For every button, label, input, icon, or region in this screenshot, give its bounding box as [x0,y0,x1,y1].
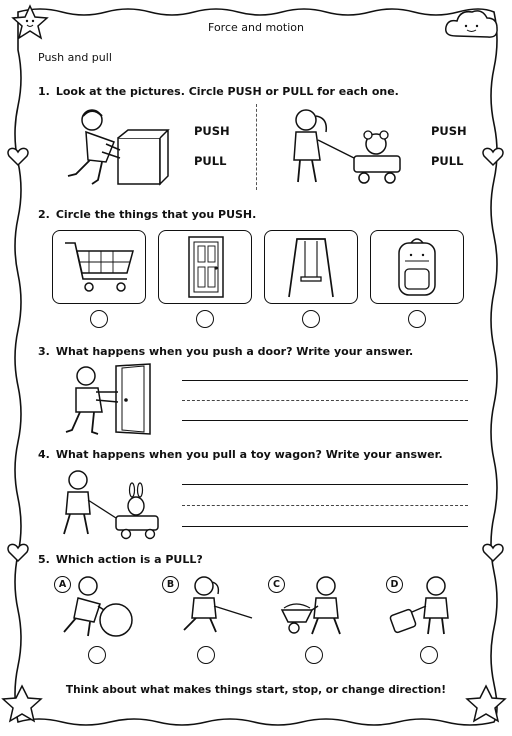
item-box-door[interactable] [158,230,252,304]
answer-line[interactable] [182,484,468,485]
backpack-icon [371,231,463,303]
q1-right-option-pull[interactable]: PULL [431,154,464,168]
question-number: 3. [38,345,50,358]
child-pushing-ball-illustration [58,574,140,640]
question-3 [38,345,413,358]
question-1 [38,85,399,98]
answer-line[interactable] [182,526,468,527]
choice-letter-b: B [162,576,179,593]
q1-right-option-push[interactable]: PUSH [431,124,467,138]
child-pulling-wagon-illustration [288,104,408,190]
question-2 [38,208,256,221]
question-number: 2. [38,208,50,221]
answer-circle[interactable] [197,646,215,664]
child-pulling-rope-illustration [176,574,254,640]
q1-left-option-push[interactable]: PUSH [194,124,230,138]
child-pulling-toy-wagon-illustration [56,466,166,542]
footer-hint: Think about what makes things start, stop, or change direction! [65,684,447,696]
question-number: 1. [38,85,50,98]
shopping-cart-icon [53,231,145,303]
answer-line[interactable] [182,420,468,421]
choice-letter-a: A [54,576,71,593]
answer-circle[interactable] [88,646,106,664]
answer-line[interactable] [182,380,468,381]
child-pushing-door-illustration [62,362,162,438]
door-icon [159,231,251,303]
question-text: Look at the pictures. Circle PUSH or PULL for each one. [55,85,399,98]
answer-circle[interactable] [420,646,438,664]
q1-left-option-pull[interactable]: PULL [194,154,227,168]
answer-circle[interactable] [305,646,323,664]
child-pushing-wheelbarrow-illustration [276,574,356,640]
question-text: What happens when you pull a toy wagon? Write your answer. [55,448,443,461]
question-number: 4. [38,448,50,461]
question-number: 5. [38,553,50,566]
item-box-backpack[interactable] [370,230,464,304]
page-title: Force and motion [208,21,304,34]
choice-letter-c: C [268,576,285,593]
question-text: What happens when you push a door? Write your answer. [55,345,414,358]
answer-circle[interactable] [408,310,426,328]
answer-guide-line [182,505,468,506]
question-text: Circle the things that you PUSH. [55,208,257,221]
child-pushing-box-illustration [62,104,172,190]
question-text: Which action is a PULL? [55,553,203,566]
answer-guide-line [182,400,468,401]
swing-icon [265,231,357,303]
choice-letter-d: D [386,576,403,593]
answer-circle[interactable] [196,310,214,328]
answer-circle[interactable] [302,310,320,328]
child-pulling-suitcase-illustration [388,574,458,640]
divider [256,104,257,190]
item-box-swing[interactable] [264,230,358,304]
question-4 [38,448,443,461]
page-subtitle: Push and pull [38,51,112,64]
item-box-shopping-cart[interactable] [52,230,146,304]
question-5 [38,553,203,566]
answer-circle[interactable] [90,310,108,328]
